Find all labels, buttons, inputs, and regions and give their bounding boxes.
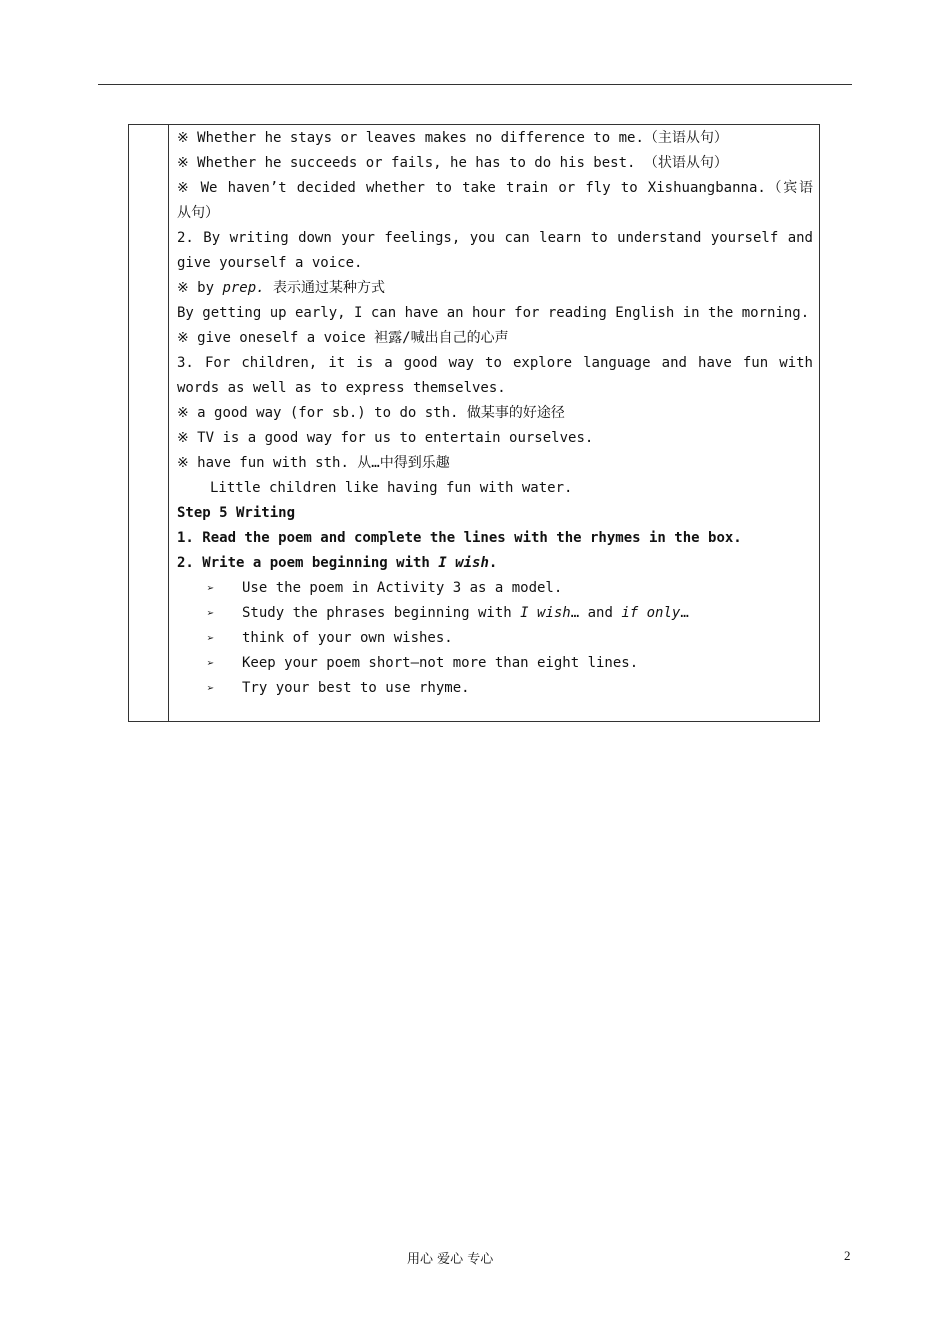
example-sentence-cont: 从句） <box>177 205 219 221</box>
table-left-column <box>129 125 169 721</box>
example-sentence: ※ We haven’t decided whether to take train or fly to Xishuangbanna.（宾语 <box>177 180 813 196</box>
example-sentence: Little children like having fun with water. <box>210 480 573 496</box>
arrow-bullet-icon: ➢ <box>207 631 215 645</box>
key-sentence-3: 3. For children, it is a good way to explore language and have fun with <box>177 355 813 371</box>
example-sentence: ※ Whether he succeeds or fails, he has to do his best. （状语从句） <box>177 155 728 171</box>
writing-tip <box>177 651 813 676</box>
tip-text-part: Study the phrases beginning with <box>242 605 521 621</box>
key-sentence-2-cont: give yourself a voice. <box>177 255 363 271</box>
header-rule <box>98 84 852 85</box>
tip-italic-phrase: if only <box>621 605 681 621</box>
step5-item-2-italic: I wish <box>438 555 489 571</box>
note-by-pos: prep. <box>222 280 265 296</box>
page-number: 2 <box>844 1248 851 1263</box>
lesson-table <box>128 124 820 722</box>
writing-tip <box>177 626 813 651</box>
step5-item-2-suffix: . <box>488 555 498 571</box>
writing-tip-text: Use the poem in Activity 3 as a model. <box>242 580 563 596</box>
note-by-prep <box>177 276 813 301</box>
note-by-label: ※ by <box>177 280 223 296</box>
arrow-bullet-icon: ➢ <box>207 681 215 695</box>
writing-tip-text: Try your best to use rhyme. <box>242 680 470 696</box>
note-give-voice: ※ give oneself a voice 袒露/喊出自己的心声 <box>177 330 509 346</box>
tip-italic-phrase: I wish <box>520 605 571 621</box>
writing-tip <box>177 601 813 626</box>
table-content-cell <box>177 126 813 701</box>
writing-tip <box>177 676 813 701</box>
writing-tip-text <box>242 601 689 626</box>
footer-motto: 用心 爱心 专心 <box>407 1252 494 1267</box>
step5-item-2 <box>177 551 813 576</box>
step5-item-1: 1. Read the poem and complete the lines with the rhymes in the box. <box>177 530 742 546</box>
example-sentence: ※ Whether he stays or leaves makes no difference to me.（主语从句） <box>177 130 728 146</box>
writing-tip <box>177 576 813 601</box>
note-by-meaning: 表示通过某种方式 <box>264 280 386 296</box>
arrow-bullet-icon: ➢ <box>207 606 215 620</box>
writing-tip-text: Keep your poem short—not more than eight lines. <box>242 655 639 671</box>
tip-text-part: … <box>680 605 689 621</box>
arrow-bullet-icon: ➢ <box>207 581 215 595</box>
example-sentence: By getting up early, I can have an hour for reading English in the morning. <box>177 305 810 321</box>
note-have-fun: ※ have fun with sth. 从…中得到乐趣 <box>177 455 450 471</box>
step5-heading: Step 5 Writing <box>177 505 296 521</box>
key-sentence-3-cont: words as well as to express themselves. <box>177 380 506 396</box>
note-good-way: ※ a good way (for sb.) to do sth. 做某事的好途径 <box>177 405 565 421</box>
step5-item-2-prefix: 2. Write a poem beginning with <box>177 555 439 571</box>
key-sentence-2: 2. By writing down your feelings, you can learn to understand yourself and <box>177 230 813 246</box>
example-sentence: ※ TV is a good way for us to entertain ourselves. <box>177 430 594 446</box>
tip-text-part: … and <box>570 605 622 621</box>
writing-tip-text: think of your own wishes. <box>242 630 453 646</box>
arrow-bullet-icon: ➢ <box>207 656 215 670</box>
